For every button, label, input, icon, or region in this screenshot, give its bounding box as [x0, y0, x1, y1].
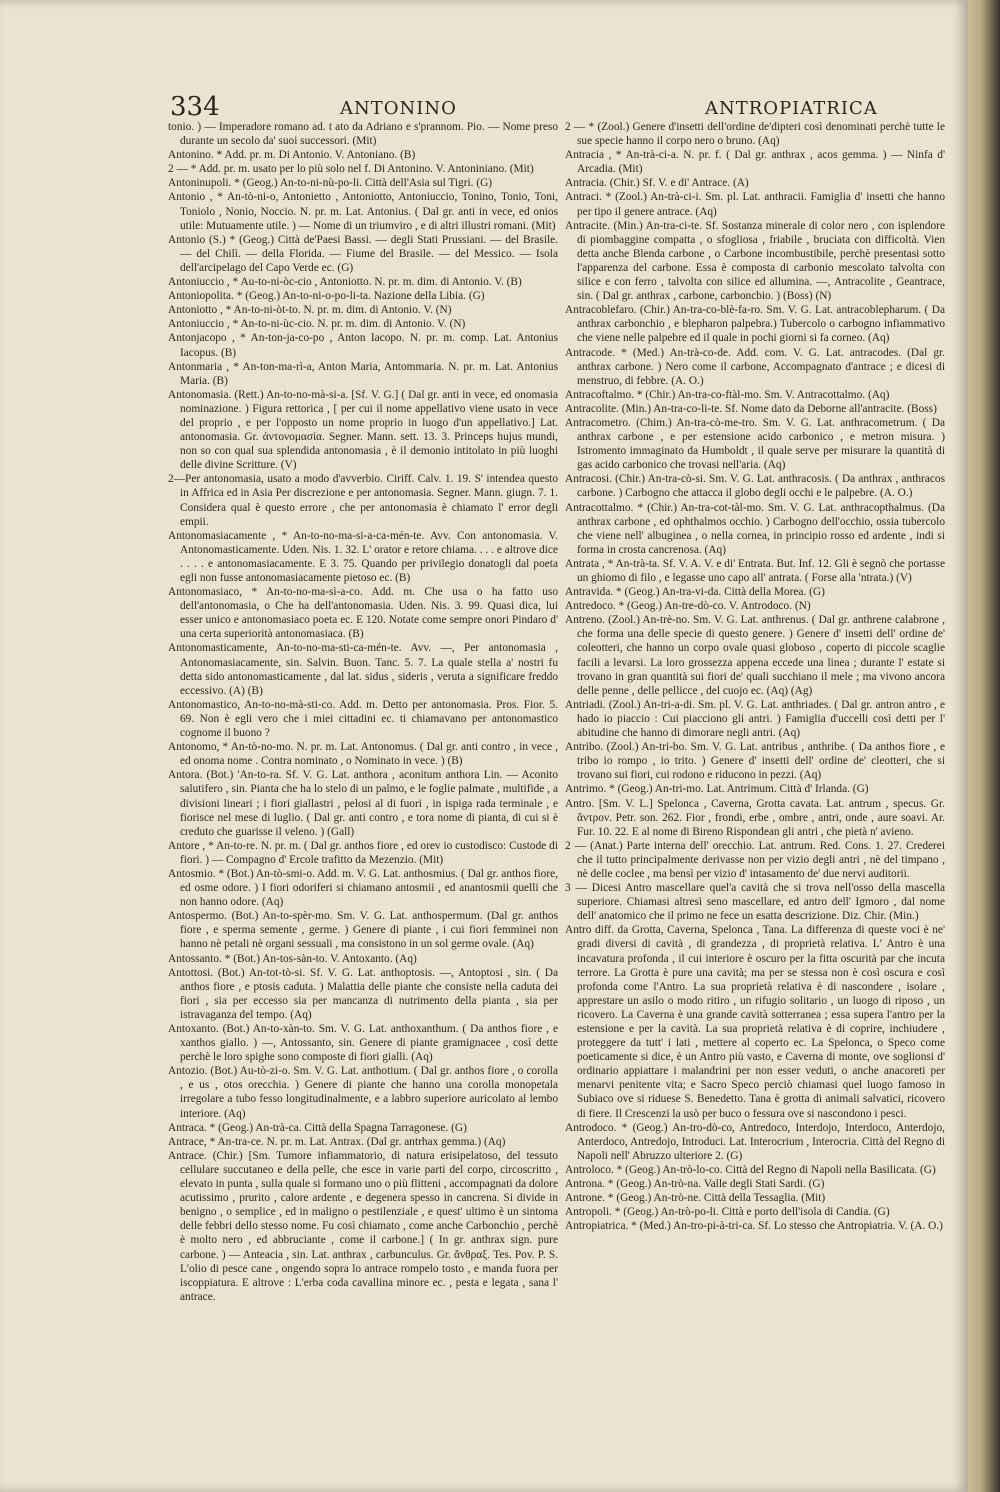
dictionary-entry: tonio. ) — Imperadore romano ad. t ato da Adriano e s'prannom. Pio. — Nome preso durante un secolo da' suoi successori. (Mit): [168, 121, 558, 148]
dictionary-entry: Antrona. * (Geog.) An-trò-na. Valle degli Stati Sardi. (G): [565, 1178, 825, 1191]
dictionary-entry: Antoniuccio , * Au-to-ni-òc-cio , Antoniotto. N. pr. m. dim. di Antonio. V. (B): [168, 276, 522, 289]
dictionary-entry: Antoniotto , * An-to-ni-òt-to. N. pr. m. dim. di Antonio. V. (N): [168, 304, 452, 317]
dictionary-entry: Antracometro. (Chim.) An-tra-cò-me-tro. Sm. V. G. Lat. anthracometrum. ( Da anthrax carbone , e per estensione acido carbonico , e metron misura. ) Istromento immaginato da Humboldt , il quale serve per misurare la quantità di gas acido carbonico che trovasi nell'aria. (Aq): [565, 416, 945, 472]
dictionary-entry: Antracite. (Min.) An-tra-ci-te. Sf. Sostanza minerale di color nero , con isplendore di piombaggine compatta , o sfogliosa , friabile , bruciata con difficoltà. Vien detta anche Blenda carbone , o Carbone incombustibile, perchè presentasi sotto l'apparenza del carbone. Essa è composta di carbonio mescolato talvolta con silice e con ferro , talvolta con silice ed allumina. —, Antracolite , Geantrace, sin. ( Dal gr. anthrax , carbone, carboncbio. ) (Boss) (N): [565, 219, 945, 303]
book-page-edge: [968, 0, 1000, 1492]
dictionary-entry: 2 — (Anat.) Parte interna dell' orecchio. Lat. antrum. Red. Cons. 1. 27. Crederei che il tutto principalmente derivasse non per vizio degli antri , nè del timpano , nè delle coclee , ma bensì per vizio d' intasamento de' due nervi auditorii.: [565, 839, 945, 880]
dictionary-entry: Antrodoco. * (Geog.) An-tro-dò-co, Antredoco, Interdojo, Interdoco, Anterdojo, Anterdoco, Antredojo, Introduci. Lat. Interocrium , Interocria. Città del Regno di Napoli nell' Abruzzo ulteriore 2. (G): [565, 1121, 945, 1162]
dictionary-entry: Antore , * An-to-re. N. pr. m. ( Dal gr. anthos fiore , ed orev io custodisco: Custode di fiori. ) — Compagno d' Ercole trafitto da Mezenzio. (Mit): [168, 839, 558, 866]
dictionary-entry: Antoniopolita. * (Geog.) An-to-ni-o-po-li-ta. Nazione della Libia. (G): [168, 290, 485, 303]
dictionary-entry: Antonomasia. (Rett.) An-to-no-mà-si-a. [Sf. V. G.] ( Dal gr. anti in vece, ed onomasia nominazione. ) Figura rettorica , [ per cui il nome appellativo viene usato in vece del proprio , e per l'opposto un nome proprio in luogo d'un appellativo.] Lat. antonomasia. Gr. ἀντονομασία. Segner. Mann. sett. 13. 3. Princeps hujus mundi, non so con qual sua splendida antonomasia , è il demonio intitolato in più luoghi delle divine Scritture. (V): [168, 388, 558, 472]
dictionary-entry: Antracottalmo. * (Chir.) An-tra-cot-tàl-mo. Sm. V. G. Lat. anthracopthalmus. (Da anthrax carbone , ed ophthalmos occhio. ) Carbogno dell'occhio, ossia tubercolo che viene nell' albuginea , o nella cornea, in principio rosso ed ardente , indi si forma in crosta cancrenosa. (Aq): [565, 501, 945, 556]
page-header: [170, 92, 878, 122]
dictionary-entry: Antoniuccio , * An-to-ni-ùc-cio. N. pr. m. dim. di Antonio. V. (N): [168, 318, 466, 331]
dictionary-entry: Antonomasiaco, * An-to-no-ma-sì-a-co. Add. m. Che usa o ha fatto uso dell'antonomasia, o Che ha dell'antonomasia. Uden. Nis. 3. 99. Quasi dica, lui esser unico e antonomasiaco poeta ec. E 120. Notate come sempre onori Pindaro d' una certa superiorità antonomasiaca. (B): [168, 586, 558, 641]
dictionary-entry: Antonomo, * An-tò-no-mo. N. pr. m. Lat. Antonomus. ( Dal gr. anti contro , in vece , ed onoma nome . Contra nominato , o Nominato in vece. ) (B): [168, 741, 558, 768]
dictionary-entry: Antoxanto. (Bot.) An-to-xàn-to. Sm. V. G. Lat. anthoxanthum. ( Da anthos fiore , e xanthos giallo. ) —, Antossanto, sin. Genere di piante gramignacee , così dette perchè le loro spighe sono composte di fiori gialli. (Aq): [168, 1023, 558, 1064]
dictionary-entry: Antribo. (Zool.) An-tri-bo. Sm. V. G. Lat. antribus , anthribe. ( Da anthos fiore , e tribo io rompo , io trito. ) Genere d' insetti dell' ordine de' cleotteri, che si trovano sui fiori, cui rodono e riducono in pezzi. (Aq): [565, 741, 945, 782]
dictionary-entry: Antracosi. (Chir.) An-tra-cò-si. Sm. V. G. Lat. anthracosis. ( Da anthrax , anthracos carbone. ) Carbogno che attacca il globo degli occhi e le palpebre. (A. O.): [565, 473, 945, 500]
dictionary-entry: Antracoftalmo. * (Chir.) An-tra-co-ftàl-mo. Sm. V. Antracottalmo. (Aq): [565, 388, 890, 401]
dictionary-entry: Antro diff. da Grotta, Caverna, Spelonca , Tana. La differenza di queste voci è ne' gradi diversi di cavità , di grandezza , di proprietà relativa. L' Antro è una incavatura profonda , il cui interiore è oscuro per la fitta oscurità par che incuta terrore. La Grotta è pure una cavità; ma per se stessa non è così oscura e così profonda come l'Antro. La sua proprietà relativa è di nascondere , isolare , apprestare un asilo o modo ritiro , un rifugio solitario , un luogo di riposo , un ricovero. La Caverna è una grande cavità sotterranea ; essa supera l'antro per la estensione e per la cavità. La sua proprietà relativa è di coprire, inchiudere , proteggere da tutt' i lati , mettere al coperto ec. La Spelonca, o Speco come poeticamente si dice, è un Antro più vasto, e Caverna di monte, ove soglionsi d' ordinario appiattare i malandrini per non esser veduti, o anche anacoreti per menarvi penitente vita; e Sacro Speco perciò chiamasi quel luogo famoso in Subiaco ove si riduese S. Benedetto. Tana è grotta di animali salvatici, ricovero di fiere. Il Crescenzi la usò per buco o fessura ove si nascondono i pesci.: [565, 924, 945, 1120]
left-column: [168, 120, 558, 1480]
dictionary-entry: 2 — * (Zool.) Genere d'insetti dell'ordine de'dipteri così denominati perchè tutte le sue specie hanno il corpo nero o bruno. (Aq): [565, 121, 945, 148]
dictionary-entry: Antro. [Sm. V. L.] Spelonca , Caverna, Grotta cavata. Lat. antrum , specus. Gr. ἄντρον. Petr. son. 262. Fior , frondi, erbe , ombre , antri, onde , aure soavi. Ar. Fur. 10. 22. E al nome di Bireno Rispondean gli antri , che pietà n' avieno.: [565, 797, 945, 838]
dictionary-entry: Antosmio. * (Bot.) An-tò-smi-o. Add. m. V. G. Lat. anthosmius. ( Dal gr. anthos fiore, ed osme odore. ) I fiori odoriferi si chiamano antosmii , ed anantosmii quelli che non hanno odore. (Aq): [168, 867, 558, 909]
dictionary-entry: Antonmaria , * An-ton-ma-rì-a, Anton Maria, Antommaria. N. pr. m. Lat. Antonius Maria. (B): [168, 360, 558, 387]
right-guide-word: ANTROPIATRICA: [705, 98, 878, 119]
dictionary-entry: Antraca. * (Geog.) An-trà-ca. Città della Spagna Tarragonese. (G): [168, 1121, 467, 1134]
dictionary-entry: Antrace. (Chir.) [Sm. Tumore infiammatorio, di natura erisipelatoso, del tessuto cellulare succutaneo e della pelle, che esce in varie parti del corpo, circoscritto , elevato in punta , sulla quale si formano uno o più flitteni , accompagnati da dolore acutissimo , prurito , calore ardente , e degenera spesso in cancrena. Si divide in benigno , o semplice , ed in maligno o pestilenziale , e quest' ultimo è un sintoma delle febbri dello stesso nome. Fu così chiamato , come anche Carbonchio , perchè è molto nero , ed abbruciante , come il carbone.] ( In gr. anthrax sign. pure carbone. ) — Anteacia , sin. Lat. anthrax , carbunculus. Gr. ἄνθραξ. Tes. Pov. P. S. L'olio di pesce cane , ongendo sopra lo antrace rompelo tosto , e manda fuora per iscoppiatura. E altrove : L'erba coda cavallina minore ec. , pesta e legata , sana l' antrace.: [168, 1149, 558, 1303]
dictionary-entry: 2—Per antonomasia, usato a modo d'avverbio. Ciriff. Calv. 1. 19. S' intendea questo in Affrica ed in Asia Per discrezione e per antonomasia. Segner. Mann. giugn. 7. 1. Considera qual è questo errore , che per antonomasia è chiamato l' error degli empii.: [168, 473, 558, 528]
right-column: [565, 120, 945, 1480]
dictionary-entry: Antracoblefaro. (Chir.) An-tra-co-blè-fa-ro. Sm. V. G. Lat. antracoblepharum. ( Da anthrax carbonchio , e blepharon palpebra.) Tubercolo o carbogno infiammativo che viene nelle palpebre ed il quale in pochi giorni si fa corneo. (Aq): [565, 304, 945, 345]
dictionary-entry: Antrimo. * (Geog.) An-tri-mo. Lat. Antrimum. Città d' Irlanda. (G): [565, 783, 869, 796]
dictionary-entry: Antonomasiacamente , * An-to-no-ma-si-a-ca-mén-te. Avv. Con antonomasia. V. Antonomasticamente. Uden. Nis. 1. 32. L' orator e retore chiama. . . . e altrove dice . . . . e antonomasiacamente. E 3. 75. Quando per privilegio donatogli dal poeta egli non fusse antonomasiacamente pietoso ec. (B): [168, 529, 558, 584]
dictionary-entry: Antropoli. * (Geog.) An-trò-po-li. Città e porto dell'isola di Candia. (G): [565, 1206, 890, 1219]
dictionary-entry: Antracode. * (Med.) An-trà-co-de. Add. com. V. G. Lat. antracodes. (Dal gr. anthrax carbone. ) Nero come il carbone, Accompagnato d'antrace ; e dicesi di menstruo, di febbre. (A. O.): [565, 346, 945, 387]
dictionary-entry: Antonio (S.) * (Geog.) Città de'Paesi Bassi. — degli Stati Prussiani. — del Brasile. — del Chilì. — della Florida. — Fiume del Brasile. — del Messico. — Isola dell'arcipelago del Capo Verde ec. (G): [168, 233, 558, 274]
dictionary-entry: Antonio , * An-tò-ni-o, Antonietto , Antoniotto, Antoniuccio, Tonino, Tonio, Toni, Toniolo , Nonio, Noccio. N. pr. m. Lat. Antonius. ( Dal gr. anti in vece, ed onios utile: Mutuamente utile. ) — Nome di un triumviro , e di altri illustri romani. (Mit): [168, 191, 558, 232]
dictionary-entry: 3 — Dicesi Antro mascellare quel'a cavità che si trova nell'osso della mascella superiore. Chiamasi altresì seno mascellare, ed antro dell' Igmoro , dal nome dell' anatomico che il primo ne fece un esatta descrizione. Diz. Chir. (Min.): [565, 882, 945, 923]
dictionary-entry: Antrata , * An-trà-ta. Sf. V. A. V. e di' Entrata. But. Inf. 12. Gli è segnò che portasse un ghiomo di filo , e legasse uno capo all' antrata. ( Forse alla 'ntrata.) (V): [565, 557, 945, 584]
dictionary-entry: Antonjacopo , * An-ton-ja-co-po , Anton Iacopo. N. pr. m. comp. Lat. Antonius Iacopus. (B): [168, 332, 558, 359]
left-guide-word: ANTONINO: [340, 98, 457, 119]
dictionary-entry: Antoninupoli. * (Geog.) An-to-ni-nù-po-li. Città dell'Asia sul Tigri. (G): [168, 177, 493, 190]
dictionary-entry: Antraci. * (Zool.) An-trà-ci-i. Sm. pl. Lat. anthracii. Famiglia d' insetti che hanno per tipo il genere antrace. (Aq): [565, 191, 945, 218]
page-number: 334: [170, 92, 220, 122]
dictionary-entry: Antracolite. (Min.) An-tra-co-li-te. Sf. Nome dato da Deborne all'antracite. (Boss): [565, 402, 937, 415]
dictionary-entry: Antroloco. * (Geog.) An-trò-lo-co. Città del Regno di Napoli nella Basilicata. (G): [565, 1163, 936, 1176]
dictionary-entry: Antravida. * (Geog.) An-tra-vi-da. Città della Morea. (G): [565, 586, 825, 599]
dictionary-entry: Antredoco. * (Geog.) An-tre-dò-co. V. Antrodoco. (N): [565, 600, 811, 613]
dictionary-entry: Antrace, * An-tra-ce. N. pr. m. Lat. Antrax. (Dal gr. antrhax gemma.) (Aq): [168, 1135, 506, 1148]
dictionary-entry: Antospermo. (Bot.) An-to-spèr-mo. Sm. V. G. Lat. anthospermum. (Dal gr. anthos fiore , e sperma semente , germe. ) Genere di piante , i cui fiori femminei non hanno nè petali nè organi sessuali , ma consistono in un sol germe ovale. (Aq): [168, 910, 558, 951]
dictionary-entry: Antonomastico, An-to-no-mà-sti-co. Add. m. Detto per antonomasia. Pros. Fior. 5. 69. Non è egli vero che i miei cittadini ec. ti chiamavano per antonomastico cognome il buono ?: [168, 698, 558, 740]
dictionary-entry: Antonino. * Add. pr. m. Di Antonio. V. Antoniano. (B): [168, 149, 416, 162]
dictionary-entry: Antora. (Bot.) 'An-to-ra. Sf. V. G. Lat. anthora , aconitum anthora Lin. — Aconito salutifero , sin. Pianta che ha lo stelo di un palmo, e le foglie palmate , multifide , a divisioni lineari ; i fiori giallastri , pelosi al di fuori , in ispiga rada terminale , e fiorisce nel mese di luglio. ( Dal gr. anti contro , e tora nome di pianta, di cui si è creduto che guarisse il veleno. ) (Gall): [168, 769, 558, 838]
dictionary-entry: Antozio. (Bot.) Au-tò-zi-o. Sm. V. G. Lat. anthotium. ( Dal gr. anthos fiore , o corolla , e us , otos orecchia. ) Genere di piante che hanno una corolla monopetala irregolare a tubo fesso longitudinalmente, e a labbro superiore auricolato al lembo interiore. (Aq): [168, 1065, 558, 1120]
dictionary-entry: Antossanto. * (Bot.) An-tos-sàn-to. V. Antoxanto. (Aq): [168, 952, 417, 965]
dictionary-entry: Antriadi. (Zool.) An-tri-a-di. Sm. pl. V. G. Lat. anthriades. ( Dal gr. antron antro , e hado io piaccio : Cui piacciono gli antri. ) Famiglia d'uccelli così detti per l' abitudine che hanno di dimorare negli antri. (Aq): [565, 698, 945, 740]
dictionary-entry: Antracia , * An-trà-ci-a. N. pr. f. ( Dal gr. anthrax , acos gemma. ) — Ninfa d' Arcadia. (Mit): [565, 149, 945, 176]
dictionary-entry: Antonomasticamente, An-to-no-ma-sti-ca-mén-te. Avv. —, Per antonomasia , Antonomasiacamente, sin. Salvin. Buon. Tanc. 5. 7. La quale stella a' nostri fu detta sido antonomasticamente , dal lat. sidus , sideris , veruta a significare freddo eccessivo. (A) (B): [168, 642, 558, 697]
dictionary-entry: 2 — * Add. pr. m. usato per lo più solo nel f. Di Antonino. V. Antoniniano. (Mit): [168, 163, 534, 176]
dictionary-entry: Antottosi. (Bot.) An-tot-tò-si. Sf. V. G. Lat. anthoptosis. —, Antoptosi , sin. ( Da anthos fiore , e ptosis caduta. ) Malattia delle piante che consiste nella caduta dei fiori , sia per eccesso sia per mancanza di nutrimento della pianta , sia per istravaganza del tempo. (Aq): [168, 966, 558, 1021]
dictionary-entry: Antracia. (Chir.) Sf. V. e di' Antrace. (A): [565, 177, 749, 190]
dictionary-entry: Antreno. (Zool.) An-trè-no. Sm. V. G. Lat. anthrenus. ( Dal gr. anthrene calabrone , che forma una delle specie di questo genere. ) Genere d' insetti dell' ordine de' coleotteri, che hanno un corpo ovale quasi globoso , coperto di piccole scaglie facili a levarsi. La loro grossezza appena eccede una linea ; durante l' estate si trovano in gran quantità sui fiori de' quali succhiano il mele ; ma vivono ancora delle penne , delle pellicce , del cuojo ec. (Aq) (Ag): [565, 614, 945, 697]
dictionary-entry: Antropiatrica. * (Med.) An-tro-pi-à-tri-ca. Sf. Lo stesso che Antropiatria. V. (A. O.): [565, 1220, 943, 1233]
dictionary-entry: Antrone. * (Geog.) An-trò-ne. Città della Tessaglia. (Mit): [565, 1192, 826, 1205]
